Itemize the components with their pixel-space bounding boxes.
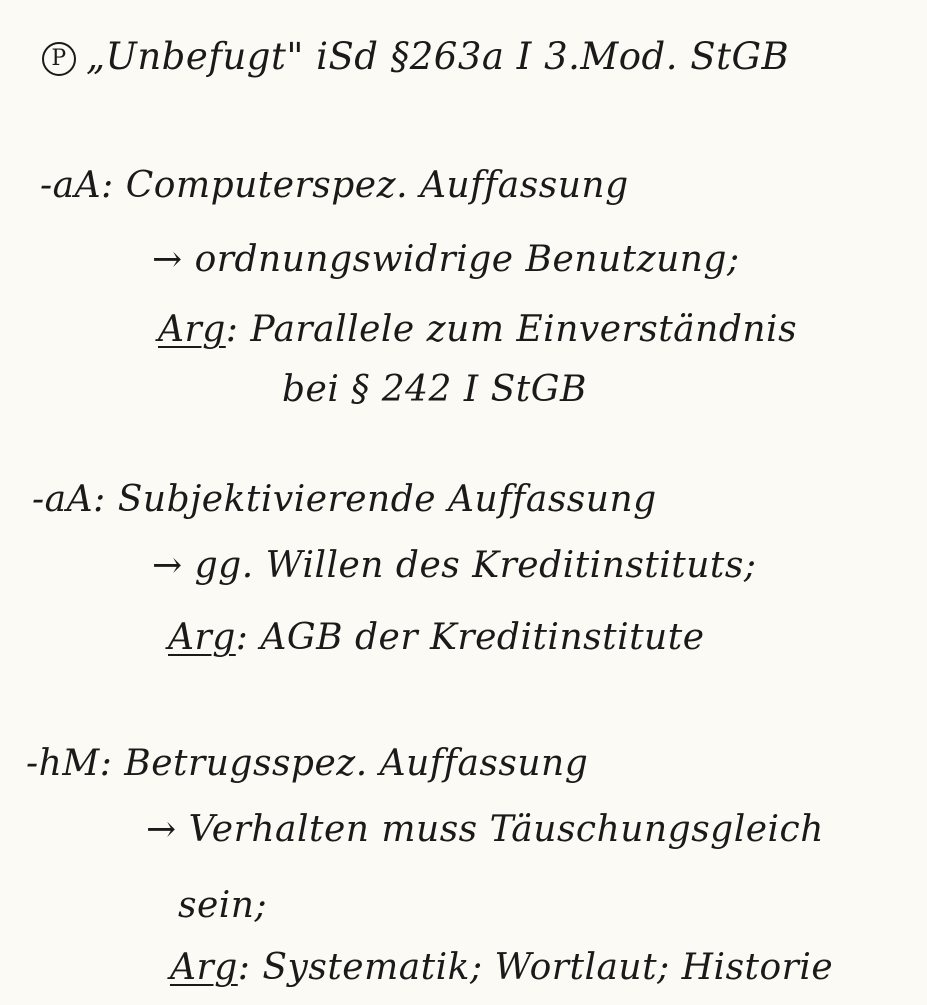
opinion-1-result: → ordnungswidrige Benutzung; — [152, 239, 740, 280]
opinion-3-arg-label: Arg — [170, 947, 238, 988]
opinion-2-result: → gg. Willen des Kreditinstituts; — [152, 545, 757, 586]
opinion-3-argument — [170, 947, 834, 988]
opinion-1-prefix: -aA: — [40, 165, 114, 206]
opinion-1-argument-cont: bei § 242 I StGB — [282, 369, 587, 410]
opinion-3-heading — [26, 743, 589, 784]
heading — [42, 35, 790, 78]
opinion-1-title: Computerspez. Auffassung — [125, 165, 629, 206]
opinion-2-prefix: -aA: — [32, 479, 106, 520]
opinion-1-arg-text: : Parallele zum Einverständnis — [225, 309, 798, 350]
opinion-2-title: Subjektivierende Auffassung — [117, 479, 657, 520]
opinion-3-result: → Verhalten muss Täuschungsgleich — [146, 809, 824, 850]
opinion-3-arg-text: : Systematik; Wortlaut; Historie — [237, 947, 834, 988]
opinion-2-arg-text: : AGB der Kreditinstitute — [235, 617, 705, 658]
opinion-2-argument — [168, 617, 705, 658]
opinion-2-heading — [32, 479, 657, 520]
opinion-3-result-cont: sein; — [178, 885, 268, 926]
opinion-1-argument — [158, 309, 798, 350]
opinion-1-heading — [40, 165, 629, 206]
opinion-3-title: Betrugsspez. Auffassung — [124, 743, 589, 784]
opinion-2-arg-label: Arg — [168, 617, 236, 658]
heading-marker: P — [42, 42, 76, 76]
heading-text: „Unbefugt" iSd §263a I 3.Mod. StGB — [86, 35, 790, 78]
opinion-3-prefix: -hM: — [26, 743, 113, 784]
opinion-1-arg-label: Arg — [158, 309, 226, 350]
